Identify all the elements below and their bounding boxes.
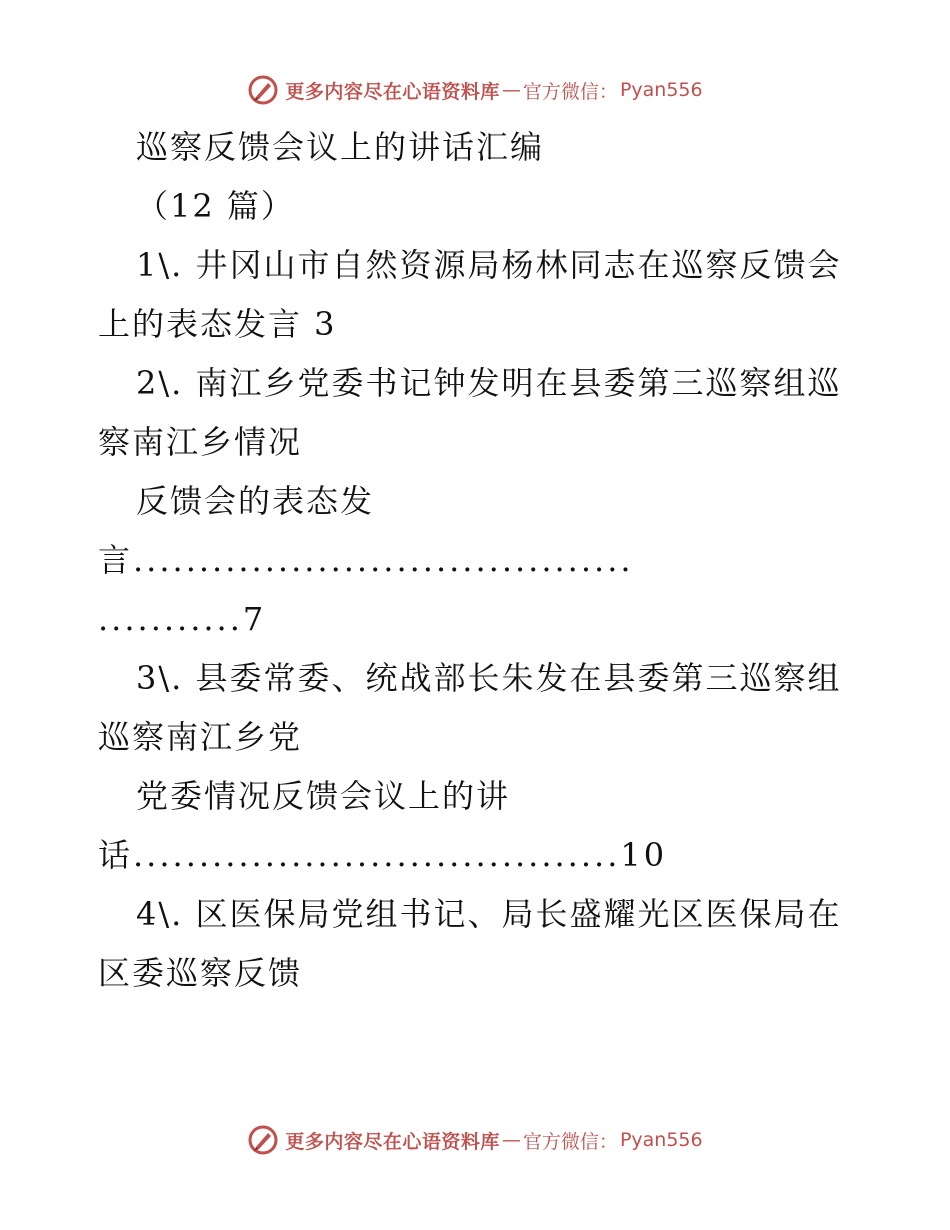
toc-item-2-line-4: 言...................................... <box>98 541 634 579</box>
toc-item-4-line-2: 区委巡察反馈 <box>98 954 303 992</box>
doc-subtitle: （12 篇） <box>136 187 295 225</box>
pen-logo-icon <box>247 1124 279 1156</box>
toc-item-3-line-1: 3\. 县委常委、统战部长朱发在县委第三巡察组 <box>136 659 842 697</box>
footer-banner <box>0 1122 950 1158</box>
banner-wechat-id: Pyan556 <box>619 79 703 101</box>
toc-item-2-line-1: 2\. 南江乡党委书记钟发明在县委第三巡察组巡 <box>136 364 842 402</box>
banner-separator: — <box>501 79 521 101</box>
banner-main-text: 更多内容尽在心语资料库 <box>285 80 500 103</box>
banner-separator: — <box>501 1129 521 1151</box>
toc-item-4-line-1: 4\. 区医保局党组书记、局长盛耀光区医保局在 <box>136 895 842 933</box>
toc-item-2-line-5: ...........7 <box>98 600 267 638</box>
toc-item-3-line-4: 话.....................................10 <box>98 836 668 874</box>
document-body <box>98 118 858 1003</box>
toc-item-3-line-3: 党委情况反馈会议上的讲 <box>136 777 511 815</box>
toc-item-1-line-1: 1\. 井冈山市自然资源局杨林同志在巡察反馈会 <box>136 246 842 284</box>
toc-item-1-line-2: 上的表态发言 3 <box>98 305 337 343</box>
banner-sub-text: 官方微信： <box>522 1130 618 1153</box>
toc-item-2-line-3: 反馈会的表态发 <box>136 482 375 520</box>
banner-wechat-id: Pyan556 <box>619 1129 703 1151</box>
banner-main-text: 更多内容尽在心语资料库 <box>285 1130 500 1153</box>
banner-sub-text: 官方微信： <box>522 80 618 103</box>
toc-item-3-line-2: 巡察南江乡党 <box>98 718 303 756</box>
header-banner <box>0 72 950 108</box>
doc-title: 巡察反馈会议上的讲话汇编 <box>136 128 545 166</box>
pen-logo-icon <box>247 74 279 106</box>
toc-item-2-line-2: 察南江乡情况 <box>98 423 303 461</box>
